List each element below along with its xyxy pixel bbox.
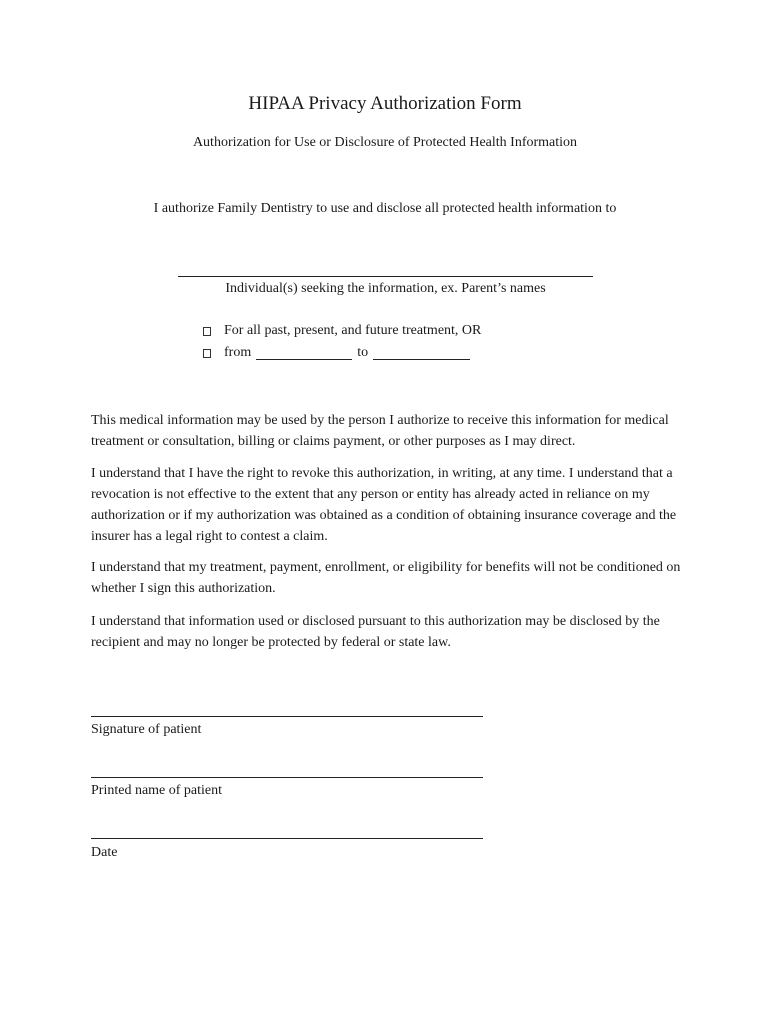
authorize-statement: I authorize Family Dentistry to use and disclose all protected health information to bbox=[153, 201, 617, 216]
signature-field[interactable] bbox=[91, 716, 483, 717]
date-label: Date bbox=[91, 845, 118, 860]
option-all-treatment[interactable] bbox=[203, 323, 481, 339]
revocation-paragraph: I understand that I have the right to revoke this authorization, in writing, at any time. I understand that a revocation is not effective to the extent that any person or entity has already acted in reliance on my authorization or if my authorization was obtained as a condition of obtaining insurance coverage and the insurer has a legal right to contest a claim. bbox=[91, 466, 677, 544]
all-treatment-label: For all past, present, and future treatment, OR bbox=[224, 323, 482, 338]
all-treatment-checkbox[interactable] bbox=[203, 327, 211, 336]
conditions-paragraph: I understand that my treatment, payment, enrollment, or eligibility for benefits will not be conditioned on whether I sign this authorization. bbox=[91, 560, 681, 596]
to-date-field[interactable] bbox=[373, 347, 470, 360]
redisclosure-paragraph: I understand that information used or disclosed pursuant to this authorization may be disclosed by the recipient and may no longer be protected by federal or state law. bbox=[91, 614, 660, 650]
form-title: HIPAA Privacy Authorization Form bbox=[248, 93, 522, 114]
usage-paragraph: This medical information may be used by the person I authorize to receive this information for medical treatment or consultation, billing or claims payment, or other purposes as I may direct. bbox=[91, 413, 669, 449]
recipient-name-field[interactable] bbox=[178, 276, 593, 277]
to-label: to bbox=[357, 345, 369, 360]
printed-name-label: Printed name of patient bbox=[91, 783, 223, 798]
form-subtitle: Authorization for Use or Disclosure of Protected Health Information bbox=[192, 135, 578, 150]
signature-label: Signature of patient bbox=[91, 722, 202, 737]
recipient-caption: Individual(s) seeking the information, ex. Parent’s names bbox=[225, 281, 546, 296]
printed-name-field[interactable] bbox=[91, 777, 483, 778]
from-label: from bbox=[224, 345, 252, 360]
date-field[interactable] bbox=[91, 838, 483, 839]
date-range-checkbox[interactable] bbox=[203, 349, 211, 358]
option-date-range[interactable] bbox=[203, 345, 470, 361]
from-date-field[interactable] bbox=[256, 347, 352, 360]
